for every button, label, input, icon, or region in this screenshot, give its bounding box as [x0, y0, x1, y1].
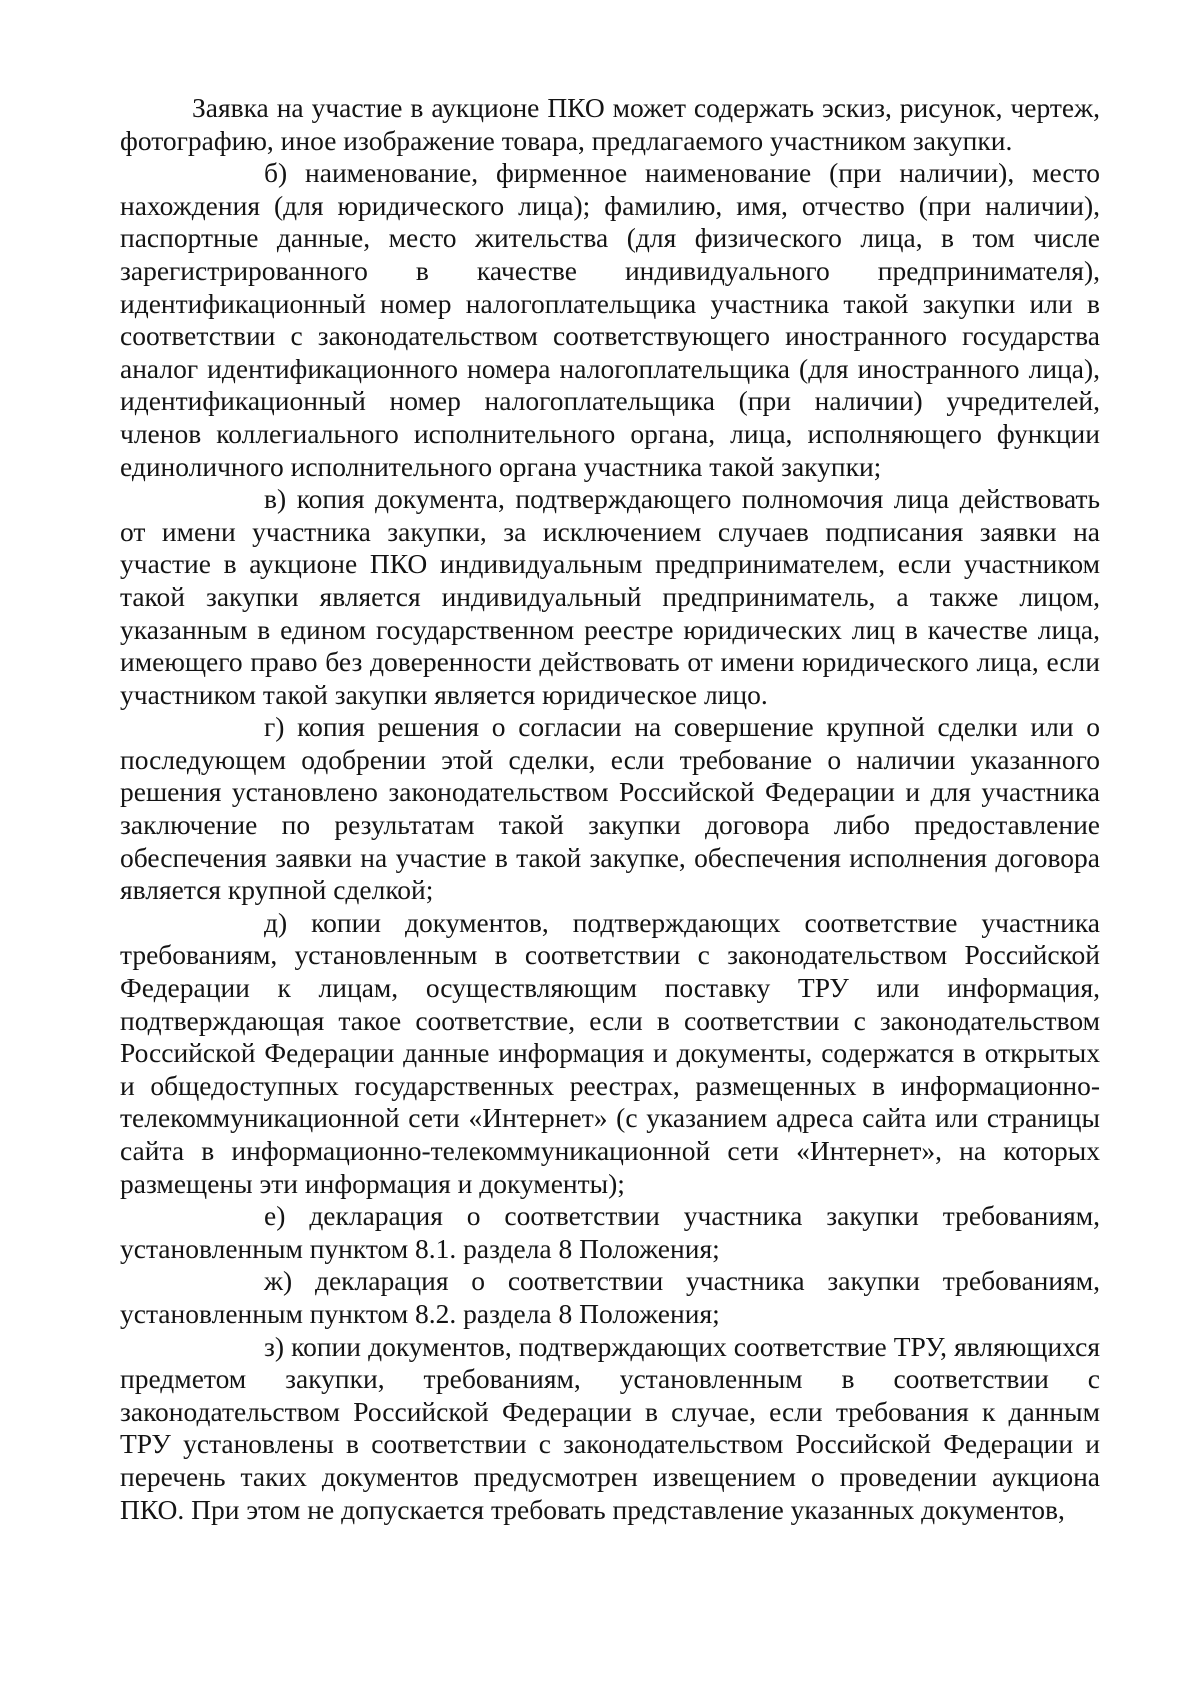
item-marker: д) [264, 906, 288, 938]
paragraph-item-g [120, 711, 1100, 907]
paragraph-text: копии документов, подтверждающих соответствие участника требованиям, установленным в соответствии с законодательством Российской Федерации к лицам, осуществляющим поставку ТРУ или информация, подтверждающая такое соответствие, если в соответствии с законодательством Российской Федерации данные информация и документы, содержатся в открытых и общедоступных государственных реестрах, размещенных в информационно-телекоммуникационной сети «Интернет» (с указанием адреса сайта или страницы сайта в информационно-телекоммуникационной сети «Интернет», на которых размещены эти информация и документы); [120, 906, 1101, 1199]
paragraph-item-v [120, 483, 1100, 711]
paragraph-text: наименование, фирменное наименование (при наличии), место нахождения (для юридического лица); фамилию, имя, отчество (при наличии), паспортные данные, место жительства (для физического лица, в том числе зарегистрированного в качестве индивидуального предпринимателя), идентификационный номер налогоплательщика участника такой закупки или в соответствии с законодательством соответствующего иностранного государства аналог идентификационного номера налогоплательщика (для иностранного лица), идентификационный номер налогоплательщика (при наличии) учредителей, членов коллегиального исполнительного органа, лица, исполняющего функции единоличного исполнительного органа участника такой закупки; [120, 157, 1100, 482]
item-marker: е) [264, 1200, 286, 1232]
item-marker: г) [264, 711, 285, 743]
paragraph-text: копия документа, подтверждающего полномочия лица действовать от имени участника закупки, за исключением случаев подписания заявки на участие в аукционе ПКО индивидуальным предпринимателем, если участником такой закупки является индивидуальный предприниматель, а также лицом, указанным в едином государственном реестре юридических лиц в качестве лица, имеющего право без доверенности действовать от имени юридического лица, если участником такой закупки является юридическое лицо. [120, 483, 1101, 710]
document-body [120, 92, 1100, 1526]
paragraph-text: копия решения о согласии на совершение крупной сделки или о последующем одобрении этой сделки, если требование о наличии указанного решения установлено законодательством Российской Федерации и для участника заключение по результатам такой закупки договора либо предоставление обеспечения заявки на участие в такой закупке, обеспечения исполнения договора является крупной сделкой; [120, 711, 1101, 906]
item-marker: в) [264, 483, 287, 515]
paragraph-item-e [120, 1200, 1100, 1265]
paragraph-item-b [120, 157, 1100, 483]
item-marker: ж) [264, 1265, 293, 1297]
paragraph-text: декларация о соответствии участника закупки требованиям, установленным пунктом 8.2. раздела 8 Положения; [120, 1265, 1101, 1329]
paragraph-item-zh [120, 1265, 1100, 1330]
paragraph-text: Заявка на участие в аукционе ПКО может содержать эскиз, рисунок, чертеж, фотографию, иное изображение товара, предлагаемого участником закупки. [120, 92, 1100, 156]
item-marker: з) [264, 1330, 285, 1362]
paragraph-item-d [120, 907, 1100, 1200]
paragraph-intro [120, 92, 1100, 157]
paragraph-item-z [120, 1331, 1100, 1527]
item-marker: б) [264, 157, 288, 189]
paragraph-text: декларация о соответствии участника закупки требованиям, установленным пунктом 8.1. раздела 8 Положения; [120, 1200, 1101, 1264]
paragraph-text: копии документов, подтверждающих соответствие ТРУ, являющихся предметом закупки, требованиям, установленным в соответствии с законодательством Российской Федерации в случае, если требования к данным ТРУ установлены в соответствии с законодательством Российской Федерации и перечень таких документов предусмотрен извещением о проведении аукциона ПКО. При этом не допускается требовать представление указанных документов, [120, 1330, 1101, 1525]
